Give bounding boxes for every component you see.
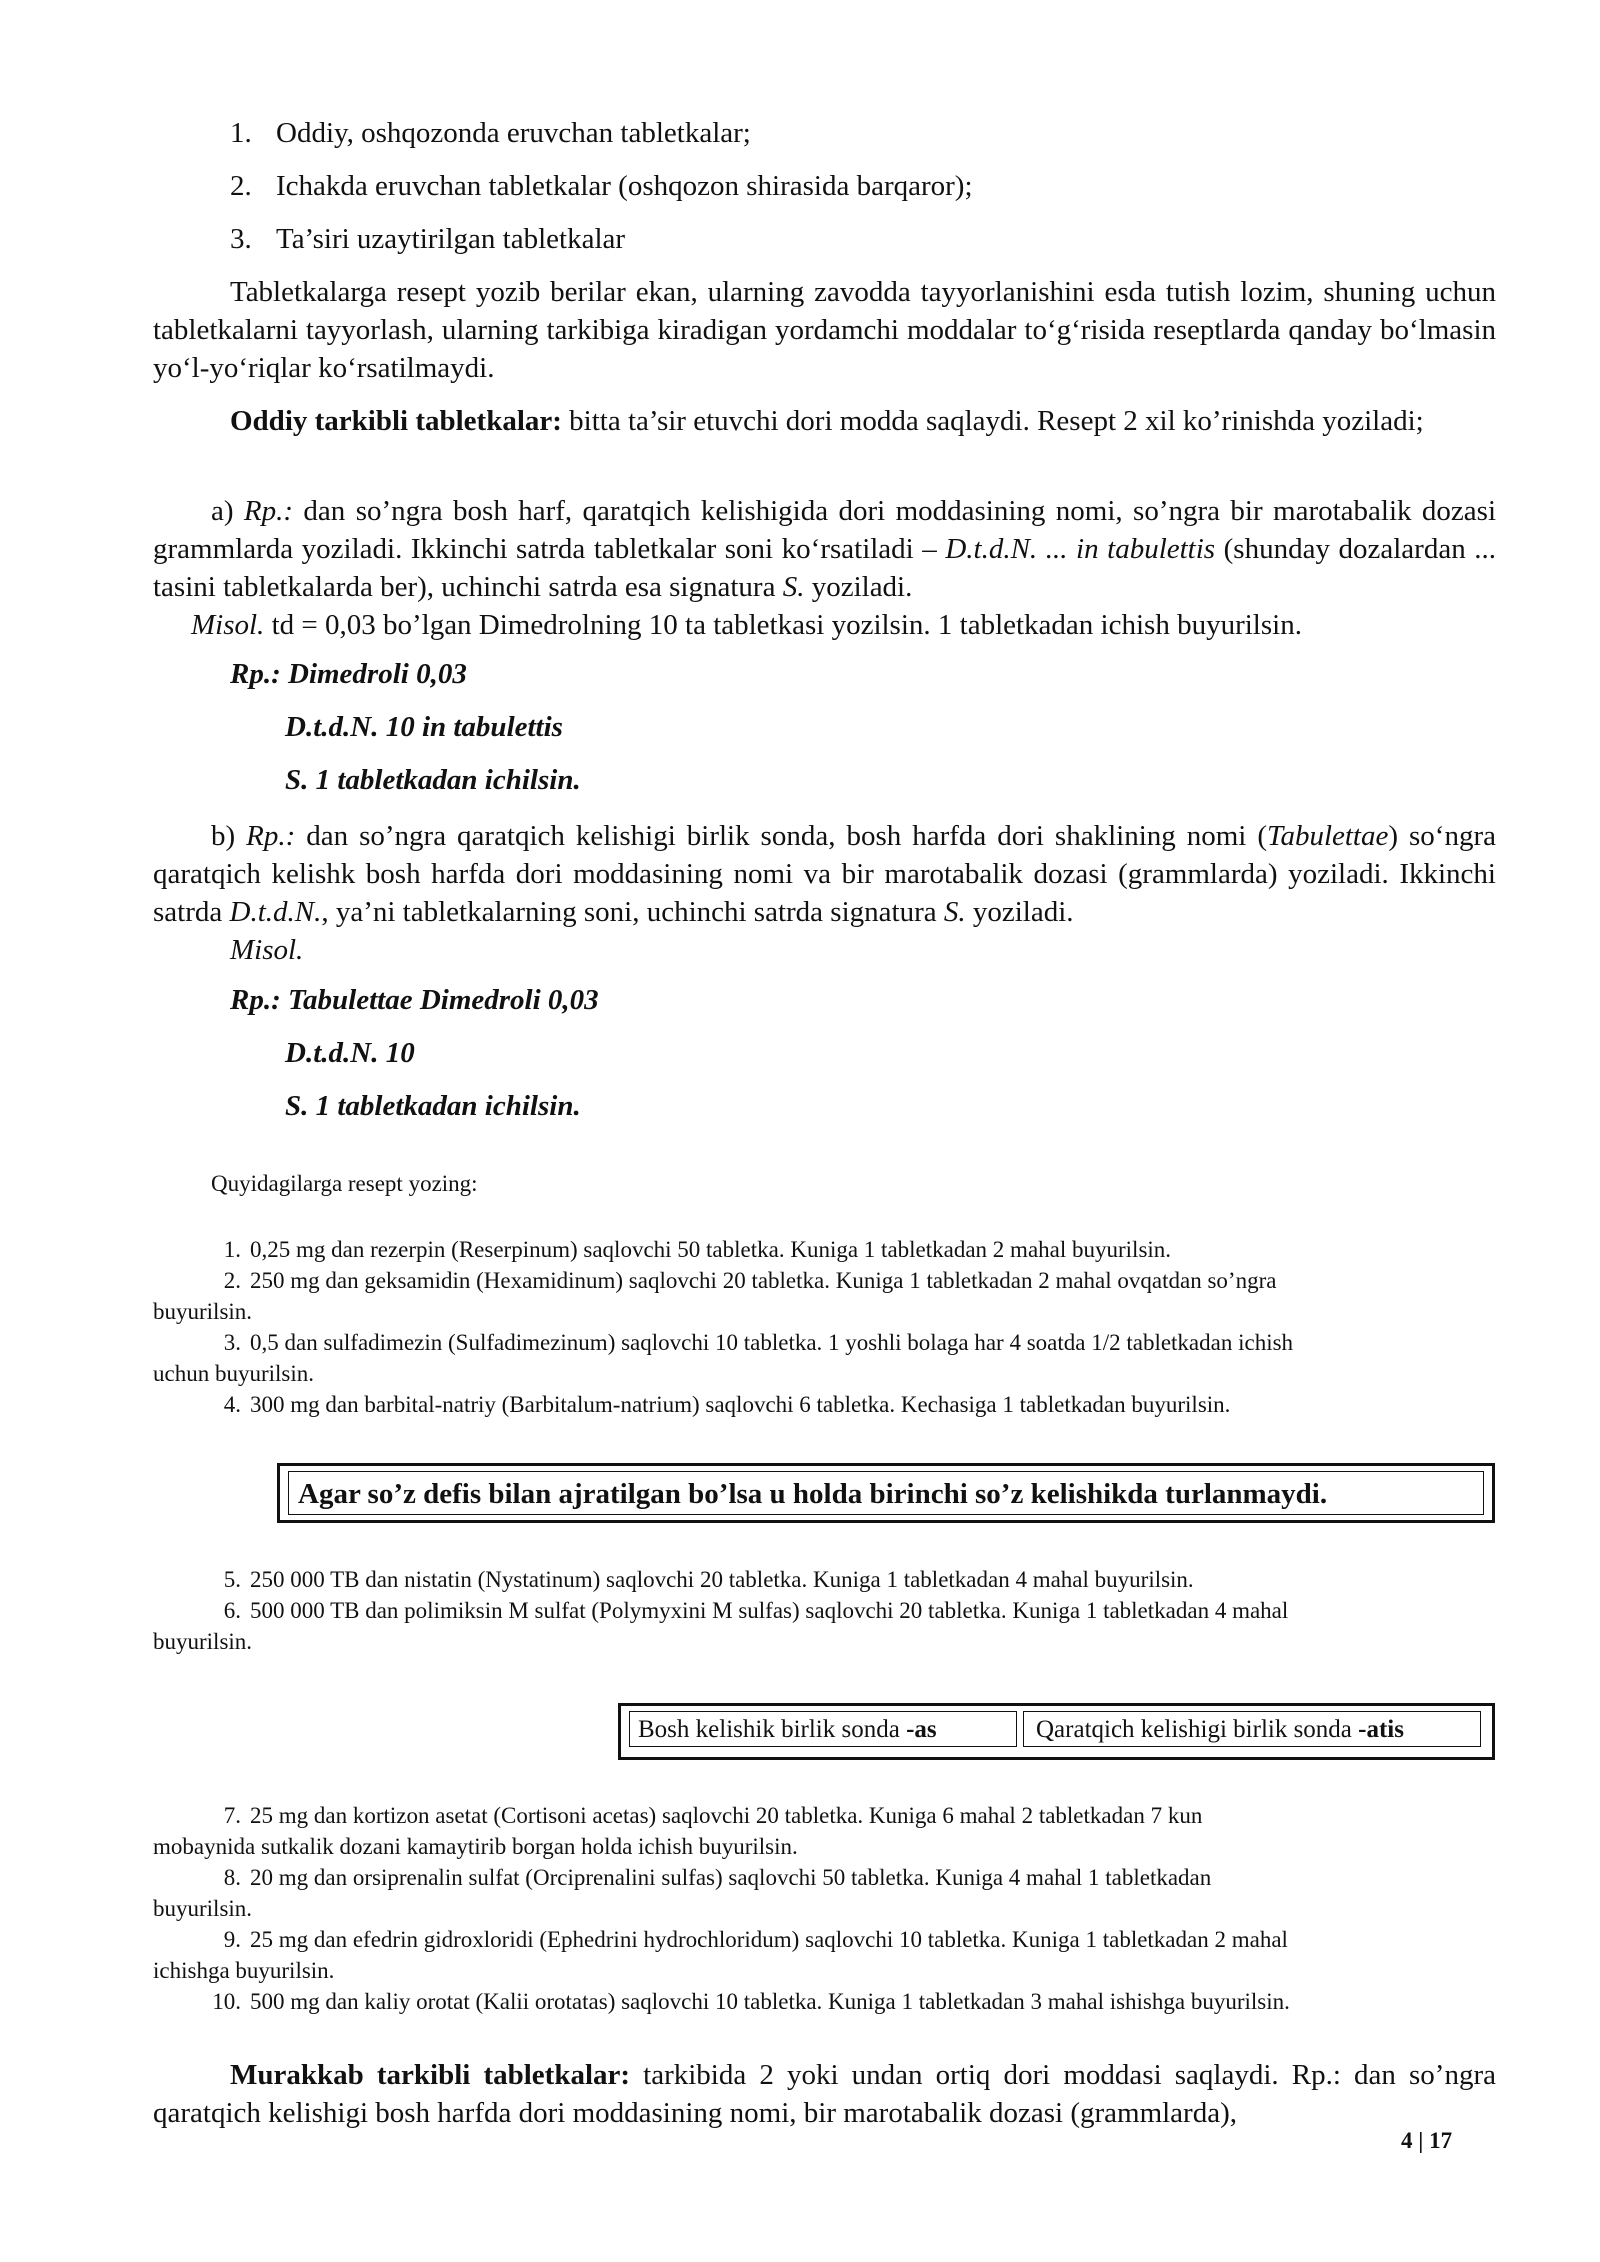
- note-box: [277, 1463, 1495, 1523]
- recipe-line: S. 1 tabletkadan ichilsin.: [285, 1090, 581, 1122]
- task-number: 6.: [223, 1598, 241, 1623]
- simple-tablets-text: bitta ta’sir etuvchi dori modda saqlaydi. Resept 2 xil ko’rinishda yoziladi;: [561, 405, 1424, 437]
- task-number: 3.: [223, 1330, 241, 1355]
- variant-b-text: , ya’ni tabletkalarning soni, uchinchi satrda signatura: [321, 896, 944, 928]
- variant-a-text: (shunday dozalardan ... tasini tabletkalarda ber), uchinchi satrda esa signatura: [153, 533, 1497, 603]
- example-label: Misol.: [230, 934, 304, 966]
- task-text-cont: mobaynida sutkalik dozani kamaytirib borgan holda ichish buyurilsin.: [153, 1834, 798, 1859]
- task-text-cont: buyurilsin.: [153, 1299, 253, 1324]
- genitive-cell: [1023, 1711, 1481, 1747]
- note-box-text: Agar so’z defis bilan ajratilgan bo’lsa u holda birinchi so’z kelishikda turlanmaydi.: [288, 1471, 1484, 1515]
- task-item: [153, 1327, 1496, 1389]
- task-heading: Quyidagilarga resept yozing:: [211, 1171, 478, 1196]
- dtdn-term: D.t.d.N.: [229, 896, 322, 928]
- case-endings-box: [618, 1703, 1495, 1760]
- task-number: 10.: [212, 1989, 241, 2014]
- recipe-line: D.t.d.N. 10: [285, 1037, 415, 1069]
- list-text: Oddiy, oshqozonda eruvchan tabletkalar;: [276, 117, 751, 149]
- task-number: 8.: [223, 1865, 241, 1890]
- signatura-term: S.: [943, 896, 966, 928]
- list-number: 2.: [230, 170, 252, 202]
- variant-b-paragraph: [153, 817, 1496, 931]
- rp-term: Rp.:: [246, 820, 296, 852]
- task-text: 20 mg dan orsiprenalin sulfat (Orciprenalini sulfas) saqlovchi 50 tabletka. Kuniga 4 mahal 1 tabletkadan: [250, 1865, 1212, 1890]
- variant-b-text: yoziladi.: [965, 896, 1074, 928]
- list-number: 1.: [230, 117, 252, 149]
- task-text: 250 000 TB dan nistatin (Nystatinum) saqlovchi 20 tabletka. Kuniga 1 tabletkadan 4 mahal buyurilsin.: [250, 1567, 1194, 1592]
- task-item: [153, 1265, 1496, 1327]
- task-text-cont: buyurilsin.: [153, 1896, 253, 1921]
- example-b-label: [230, 931, 303, 969]
- task-text: 500 mg dan kaliy orotat (Kalii orotatas) saqlovchi 10 tabletka. Kuniga 1 tabletkadan 3 mahal ishishga buyurilsin.: [250, 1989, 1290, 2014]
- recipe-line: Rp.: Tabulettae Dimedroli 0,03: [230, 984, 599, 1016]
- list-text: Ichakda eruvchan tabletkalar (oshqozon shirasida barqaror);: [276, 170, 973, 202]
- task-number: 7.: [223, 1803, 241, 1828]
- variant-b-text: ) so‘ngra qaratqich kelishk bosh harfda dori moddasining nomi va bir marotabalik dozasi (grammlarda) yoziladi. Ikkinchi satrda: [153, 820, 1496, 928]
- task-item: [153, 1389, 1496, 1420]
- variant-b-text: dan so’ngra qaratqich kelishigi birlik sonda, bosh harfda dori shaklining nomi (: [295, 820, 1267, 852]
- task-list: [153, 1564, 1496, 1657]
- task-list: [153, 1234, 1496, 1420]
- list-item: [230, 220, 625, 258]
- task-text: 0,25 mg dan rezerpin (Reserpinum) saqlovchi 50 tabletka. Kuniga 1 tabletkadan 2 mahal buyurilsin.: [250, 1237, 1172, 1262]
- recipe-line: S. 1 tabletkadan ichilsin.: [285, 764, 581, 796]
- variant-a-text: yoziladi.: [804, 571, 913, 603]
- task-text: 300 mg dan barbital-natriy (Barbitalum-natrium) saqlovchi 6 tabletka. Kechasiga 1 tabletkadan buyurilsin.: [250, 1392, 1231, 1417]
- recipe-line: Rp.: Dimedroli 0,03: [230, 658, 467, 690]
- variant-a-text: dan so’ngra bosh harf, qaratqich kelishigida dori moddasining nomi, so’ngra bir marotabalik dozasi grammlarda yoziladi. Ikkinchi satrda tabletkalar soni ko‘rsatiladi –: [153, 495, 1496, 565]
- task-item: [153, 1924, 1496, 1986]
- list-number: 3.: [230, 223, 252, 255]
- task-number: 4.: [223, 1392, 241, 1417]
- complex-tablets-text: tarkibida 2 yoki undan ortiq dori moddasi saqlaydi. Rp.: dan so’ngra qaratqich kelishigi bosh harfda dori moddasining nomi, bir marotabalik dozasi (grammlarda),: [153, 2059, 1496, 2129]
- task-item: [153, 1234, 1496, 1265]
- complex-tablets-paragraph: [153, 2056, 1496, 2132]
- example-text: td = 0,03 bo’lgan Dimedrolning 10 ta tabletkasi yozilsin. 1 tabletkadan ichish buyurilsin.: [264, 609, 1302, 641]
- example-a: [191, 606, 1302, 644]
- task-text: 25 mg dan kortizon asetat (Cortisoni acetas) saqlovchi 20 tabletka. Kuniga 6 mahal 2 tabletkadan 7 kun: [250, 1803, 1203, 1828]
- genitive-text: Qaratqich kelishigi birlik sonda: [1036, 1716, 1359, 1743]
- task-text-cont: buyurilsin.: [153, 1629, 253, 1654]
- simple-tablets-paragraph: [153, 402, 1496, 440]
- page-number: 4 | 17: [1401, 2128, 1453, 2153]
- signatura-term: S.: [782, 571, 805, 603]
- simple-tablets-heading: Oddiy tarkibli tabletkalar:: [230, 405, 562, 437]
- rp-term: Rp.:: [243, 495, 294, 527]
- task-item: [153, 1564, 1496, 1595]
- variant-b-label: b): [211, 820, 247, 852]
- list-item: [230, 167, 973, 205]
- variant-a-paragraph: [153, 492, 1496, 606]
- variant-a-label: a): [211, 495, 244, 527]
- task-item: [153, 1862, 1496, 1924]
- task-number: 2.: [223, 1268, 241, 1293]
- task-text: 0,5 dan sulfadimezin (Sulfadimezinum) saqlovchi 10 tabletka. 1 yoshli bolaga har 4 soatda 1/2 tabletkadan ichish: [250, 1330, 1294, 1355]
- nominative-suffix: -as: [906, 1716, 937, 1743]
- task-text-cont: ichishga buyurilsin.: [153, 1958, 335, 1983]
- nominative-text: Bosh kelishik birlik sonda: [638, 1716, 907, 1743]
- task-text-cont: uchun buyurilsin.: [153, 1361, 314, 1386]
- list-item: [230, 114, 751, 152]
- intro-paragraph: Tabletkalarga resept yozib berilar ekan, ularning zavodda tayyorlanishini esda tutish lozim, shuning uchun tabletkalarni tayyorlash, ularning tarkibiga kiradigan yordamchi moddalar to‘g‘risida reseptlarda qanday bo‘lmasin yo‘l-yo‘riqlar ko‘rsatilmaydi.: [153, 276, 1496, 384]
- task-list: [153, 1800, 1496, 2017]
- task-number: 9.: [223, 1927, 241, 1952]
- task-number: 1.: [223, 1237, 241, 1262]
- task-item: [153, 1986, 1496, 2017]
- example-label: Misol.: [191, 609, 265, 641]
- genitive-suffix: -atis: [1358, 1716, 1404, 1743]
- nominative-cell: [629, 1711, 1017, 1747]
- complex-tablets-heading: Murakkab tarkibli tabletkalar:: [230, 2059, 631, 2091]
- task-text: 500 000 TB dan polimiksin M sulfat (Polymyxini M sulfas) saqlovchi 20 tabletka. Kuniga 1 tabletkadan 4 mahal: [250, 1598, 1289, 1623]
- dtdn-term: D.t.d.N. ... in tabulettis: [945, 533, 1216, 565]
- task-item: [153, 1800, 1496, 1862]
- tabulettae-term: Tabulettae: [1266, 820, 1389, 852]
- task-text: 25 mg dan efedrin gidroxloridi (Ephedrini hydrochloridum) saqlovchi 10 tabletka. Kuniga 1 tabletkadan 2 mahal: [250, 1927, 1288, 1952]
- task-number: 5.: [223, 1567, 241, 1592]
- task-item: [153, 1595, 1496, 1657]
- list-text: Ta’siri uzaytirilgan tabletkalar: [276, 223, 626, 255]
- recipe-line: D.t.d.N. 10 in tabulettis: [285, 711, 563, 743]
- task-text: 250 mg dan geksamidin (Hexamidinum) saqlovchi 20 tabletka. Kuniga 1 tabletkadan 2 mahal ovqatdan so’ngra: [250, 1268, 1277, 1293]
